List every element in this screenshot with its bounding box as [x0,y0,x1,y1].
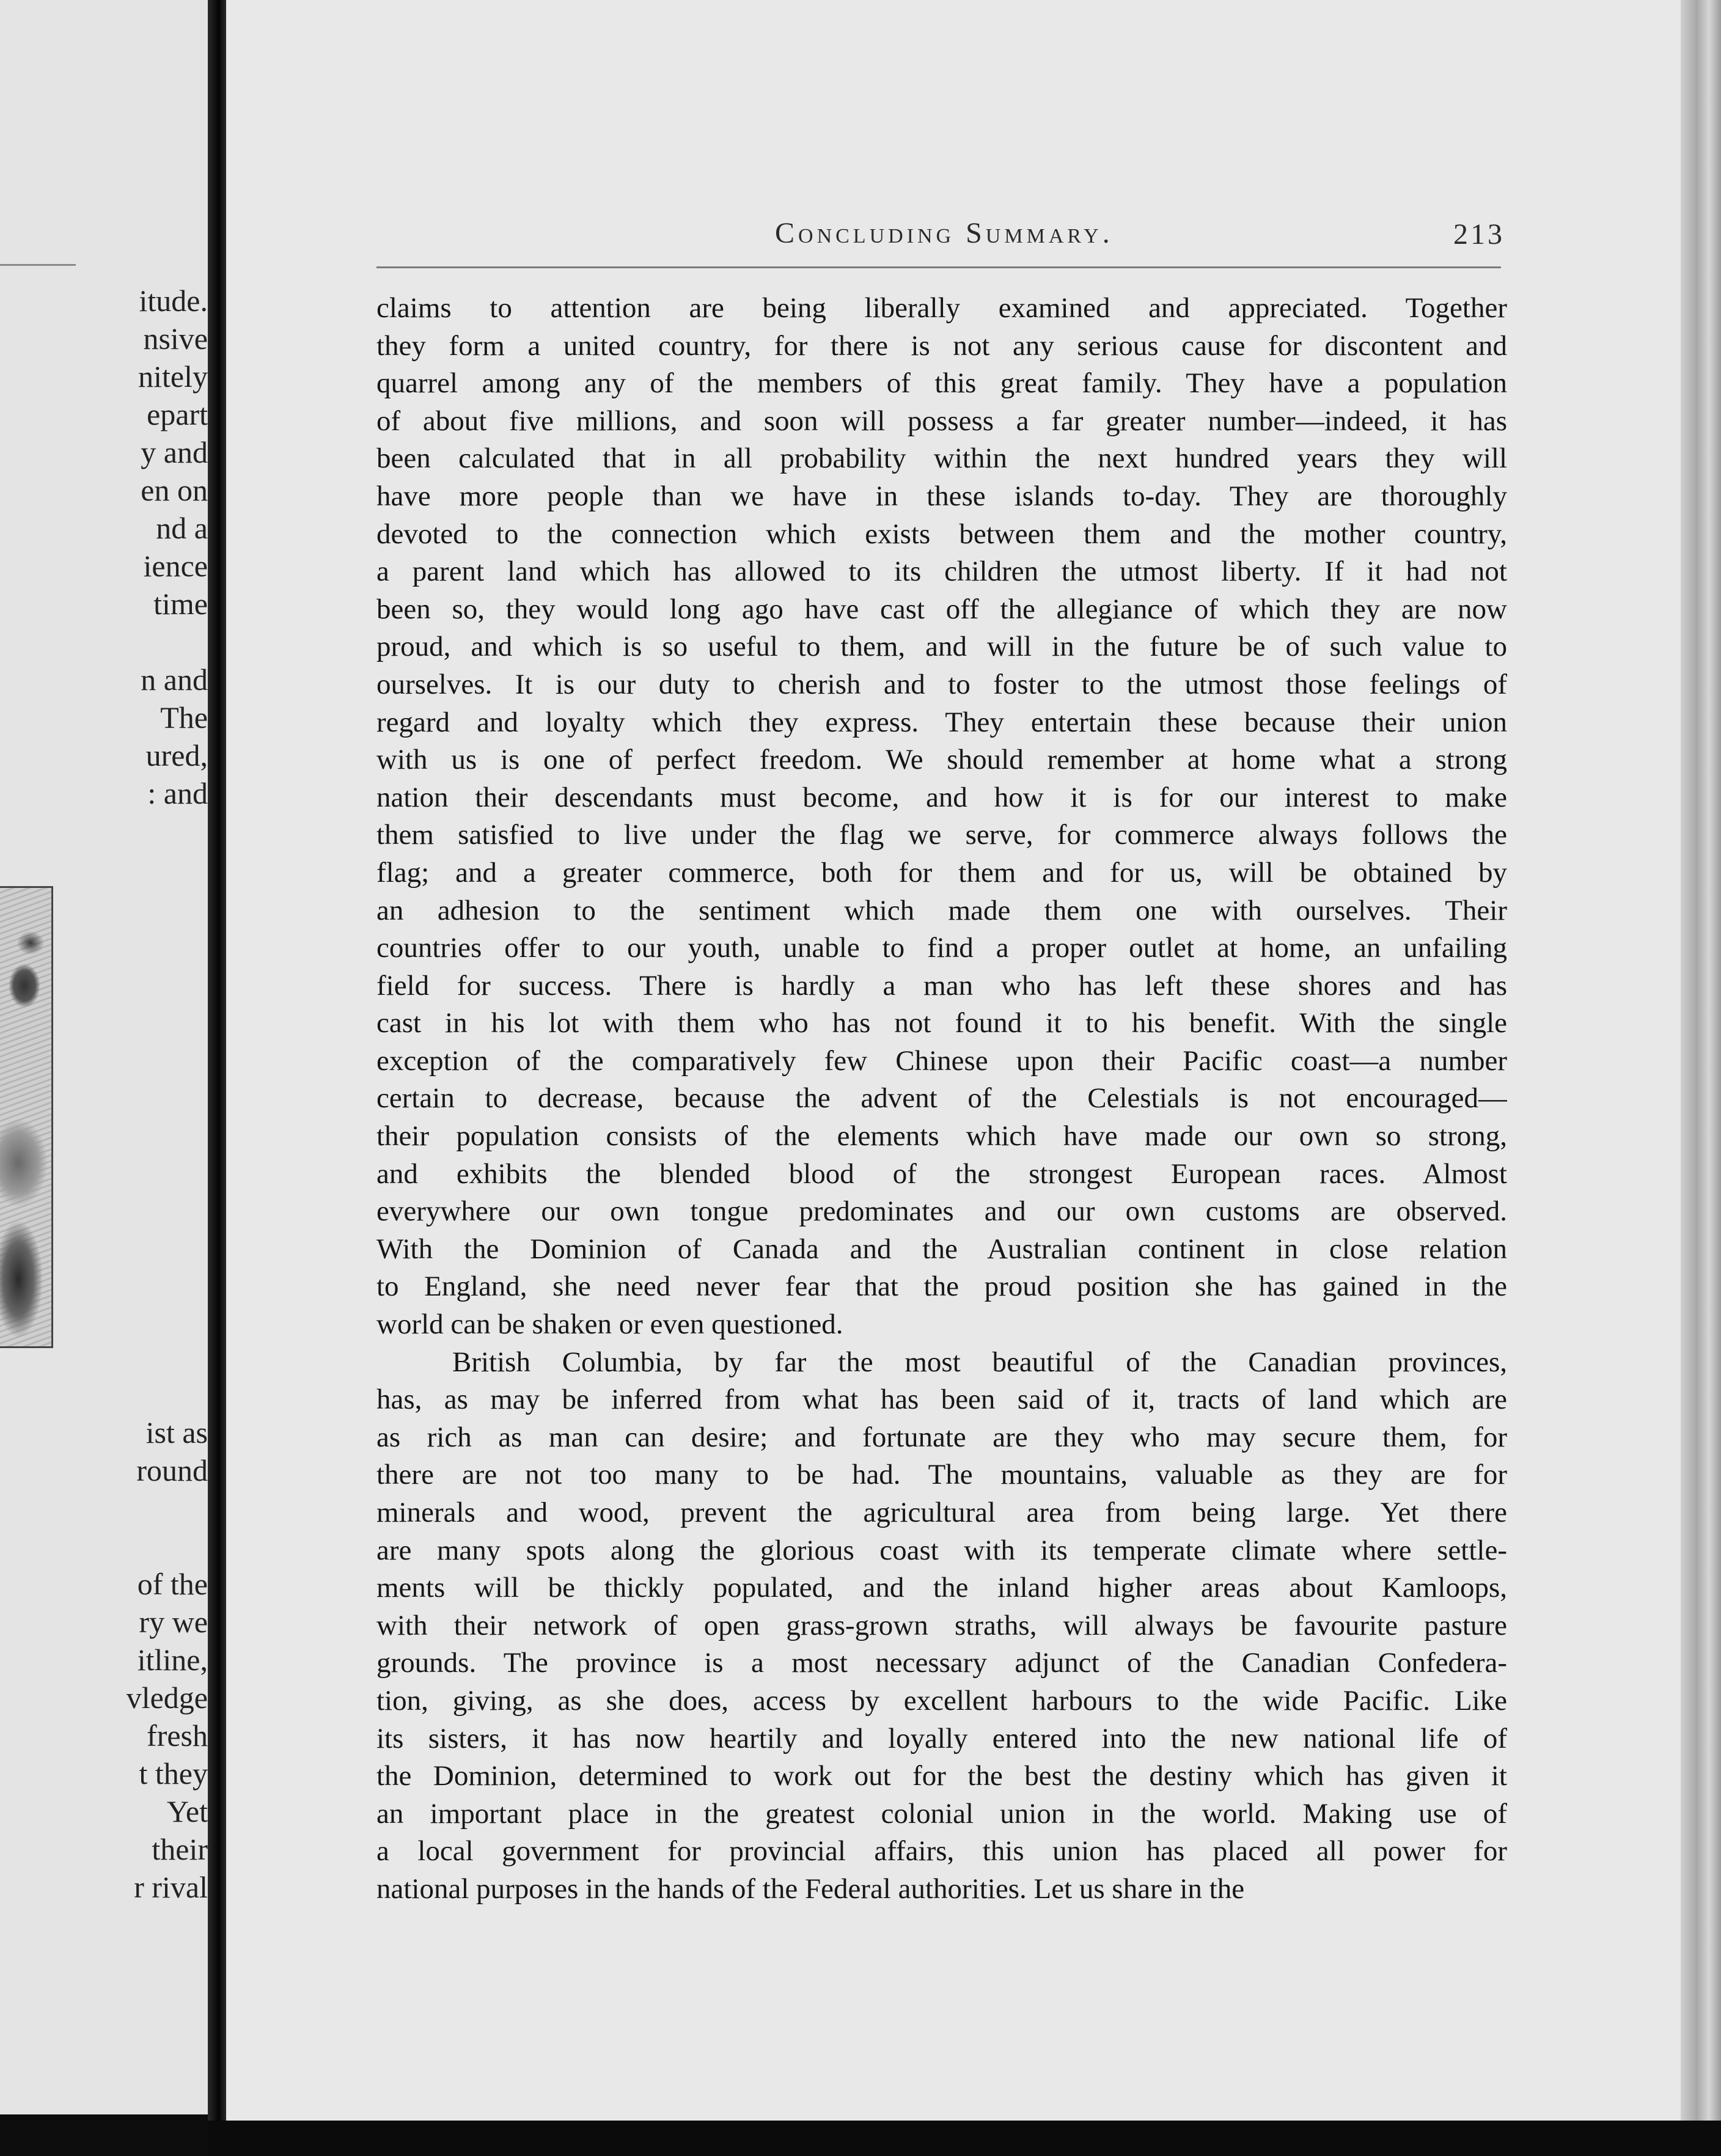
previous-page-line: nsive [143,321,208,356]
previous-page-line: fresh [147,1718,208,1753]
text-line: countries offer to our youth, unable to find a proper outlet at home, an unfailing [376,932,1507,964]
text-line: and exhibits the blended blood of the strongest European races. Almost [376,1157,1507,1190]
previous-page-line: The [160,700,208,735]
previous-page-line: their [152,1832,208,1866]
paragraph-1 [376,290,1507,1344]
header-rule [376,266,1501,268]
previous-page-line [0,1490,208,1527]
previous-page-line: Yet [166,1794,208,1828]
previous-page-line: ist as [145,1415,208,1450]
text-line: they form a united country, for there is not any serious cause for discontent and [376,329,1507,362]
text-line: everywhere our own tongue predominates and our own customs are observed. [376,1195,1507,1228]
text-line: nation their descendants must become, and how it is for our interest to make [376,781,1507,813]
text-line: an adhesion to the sentiment which made them one with ourselves. Their [376,894,1507,926]
text-line: tion, giving, as she does, access by excellent harbours to the wide Pacific. Like [376,1684,1507,1717]
previous-page-line: of the [137,1567,208,1601]
text-line: are many spots along the glorious coast with its temperate climate where settle- [376,1534,1507,1566]
text-line: world can be shaken or even questioned. [376,1308,843,1341]
previous-page-line: nd a [156,511,208,545]
previous-page-line: ry we [139,1605,208,1639]
text-line: their population consists of the elements which have made our own so strong, [376,1120,1507,1153]
text-line: a parent land which has allowed to its children the utmost liberty. If it had not [376,556,1507,588]
book-gutter [208,0,226,2156]
previous-page-line: n and [141,662,208,697]
text-line: devoted to the connection which exists between them and the mother country, [376,518,1507,550]
text-line: quarrel among any of the members of this great family. They have a population [376,367,1507,400]
text-line: exception of the comparatively few Chinese upon their Pacific coast—a number [376,1044,1507,1077]
previous-page-line: itude. [139,284,208,318]
text-line: a local government for provincial affairs, this union has placed all power for [376,1835,1507,1868]
text-line: as rich as man can desire; and fortunate are they who may secure them, for [376,1421,1507,1453]
text-line: been so, they would long ago have cast off the allegiance of which they are now [376,593,1507,625]
previous-page-line: itline, [137,1643,208,1677]
text-line: proud, and which is so useful to them, and will in the future be of such value to [376,631,1507,663]
previous-page-line: time [153,587,208,621]
text-line: certain to decrease, because the advent of the Celestials is not encouraged— [376,1082,1507,1115]
text-line: With the Dominion of Canada and the Australian continent in close relation [376,1233,1507,1265]
previous-page-line [0,623,208,660]
text-line: minerals and wood, prevent the agricultural area from being large. Yet there [376,1497,1507,1528]
running-head: Concluding Summary. [775,217,1114,249]
text-line: there are not too many to be had. The mountains, valuable as they are for [376,1459,1507,1491]
text-line: its sisters, it has now heartily and loyally entered into the new national life of [376,1722,1507,1755]
page-edge [1681,0,1721,2121]
text-line: an important place in the greatest colonial union in the world. Making use of [376,1797,1507,1830]
text-line: regard and loyalty which they express. They entertain these because their union [376,706,1507,738]
previous-page-line: r rival [134,1870,208,1904]
text-line: ourselves. It is our duty to cherish and to foster to the utmost those feelings of [376,668,1507,700]
text-line: cast in his lot with them who has not found it to his benefit. With the single [376,1007,1507,1040]
text-line: ments will be thickly populated, and the inland higher areas about Kamloops, [376,1572,1507,1604]
previous-page-fragment [0,0,208,2114]
previous-page-line: epart [147,397,208,431]
previous-page-line: round [136,1453,208,1487]
text-line: national purposes in the hands of the Federal authorities. Let us share in the [376,1872,1245,1905]
previous-page-line: ience [143,549,208,583]
paragraph-2 [376,1344,1507,1909]
previous-page-line: t they [139,1756,208,1791]
text-line: flag; and a greater commerce, both for them and for us, will be obtained by [376,856,1507,889]
text-line: have more people than we have in these islands to-day. They are thoroughly [376,480,1507,512]
previous-page-line: vledge [126,1681,208,1715]
previous-page-line: nitely [138,359,208,394]
text-line: the Dominion, determined to work out for the best the destiny which has given it [376,1760,1507,1792]
text-line: them satisfied to live under the flag we serve, for commerce always follows the [376,819,1507,851]
scan-bottom-border [208,2121,1721,2156]
text-line: field for success. There is hardly a man who has left these shores and has [376,969,1507,1002]
text-line: British Columbia, by far the most beautiful of the Canadian provinces, [452,1346,1507,1378]
previous-page-line: : and [147,776,208,810]
text-line: of about five millions, and soon will possess a far greater number—indeed, it has [376,405,1507,437]
previous-page-line: en on [141,473,208,507]
text-line: been calculated that in all probability within the next hundred years they will [376,442,1507,475]
body-text [376,290,1507,1909]
text-line: with us is one of perfect freedom. We should remember at home what a strong [376,744,1507,776]
text-line: grounds. The province is a most necessary adjunct of the Canadian Confedera- [376,1647,1507,1679]
text-line: to England, she need never fear that the proud position she has gained in the [376,1270,1507,1303]
page-number: 213 [1453,218,1505,251]
previous-page-header-rule [0,264,76,266]
previous-page-line: y and [141,435,208,469]
previous-page-line: ured, [145,738,208,772]
text-line: claims to attention are being liberally examined and appreciated. Together [376,292,1507,324]
previous-page-illustration [0,886,53,1348]
text-line: has, as may be inferred from what has been said of it, tracts of land which are [376,1384,1507,1416]
text-line: with their network of open grass-grown straths, will always be favourite pasture [376,1609,1507,1641]
